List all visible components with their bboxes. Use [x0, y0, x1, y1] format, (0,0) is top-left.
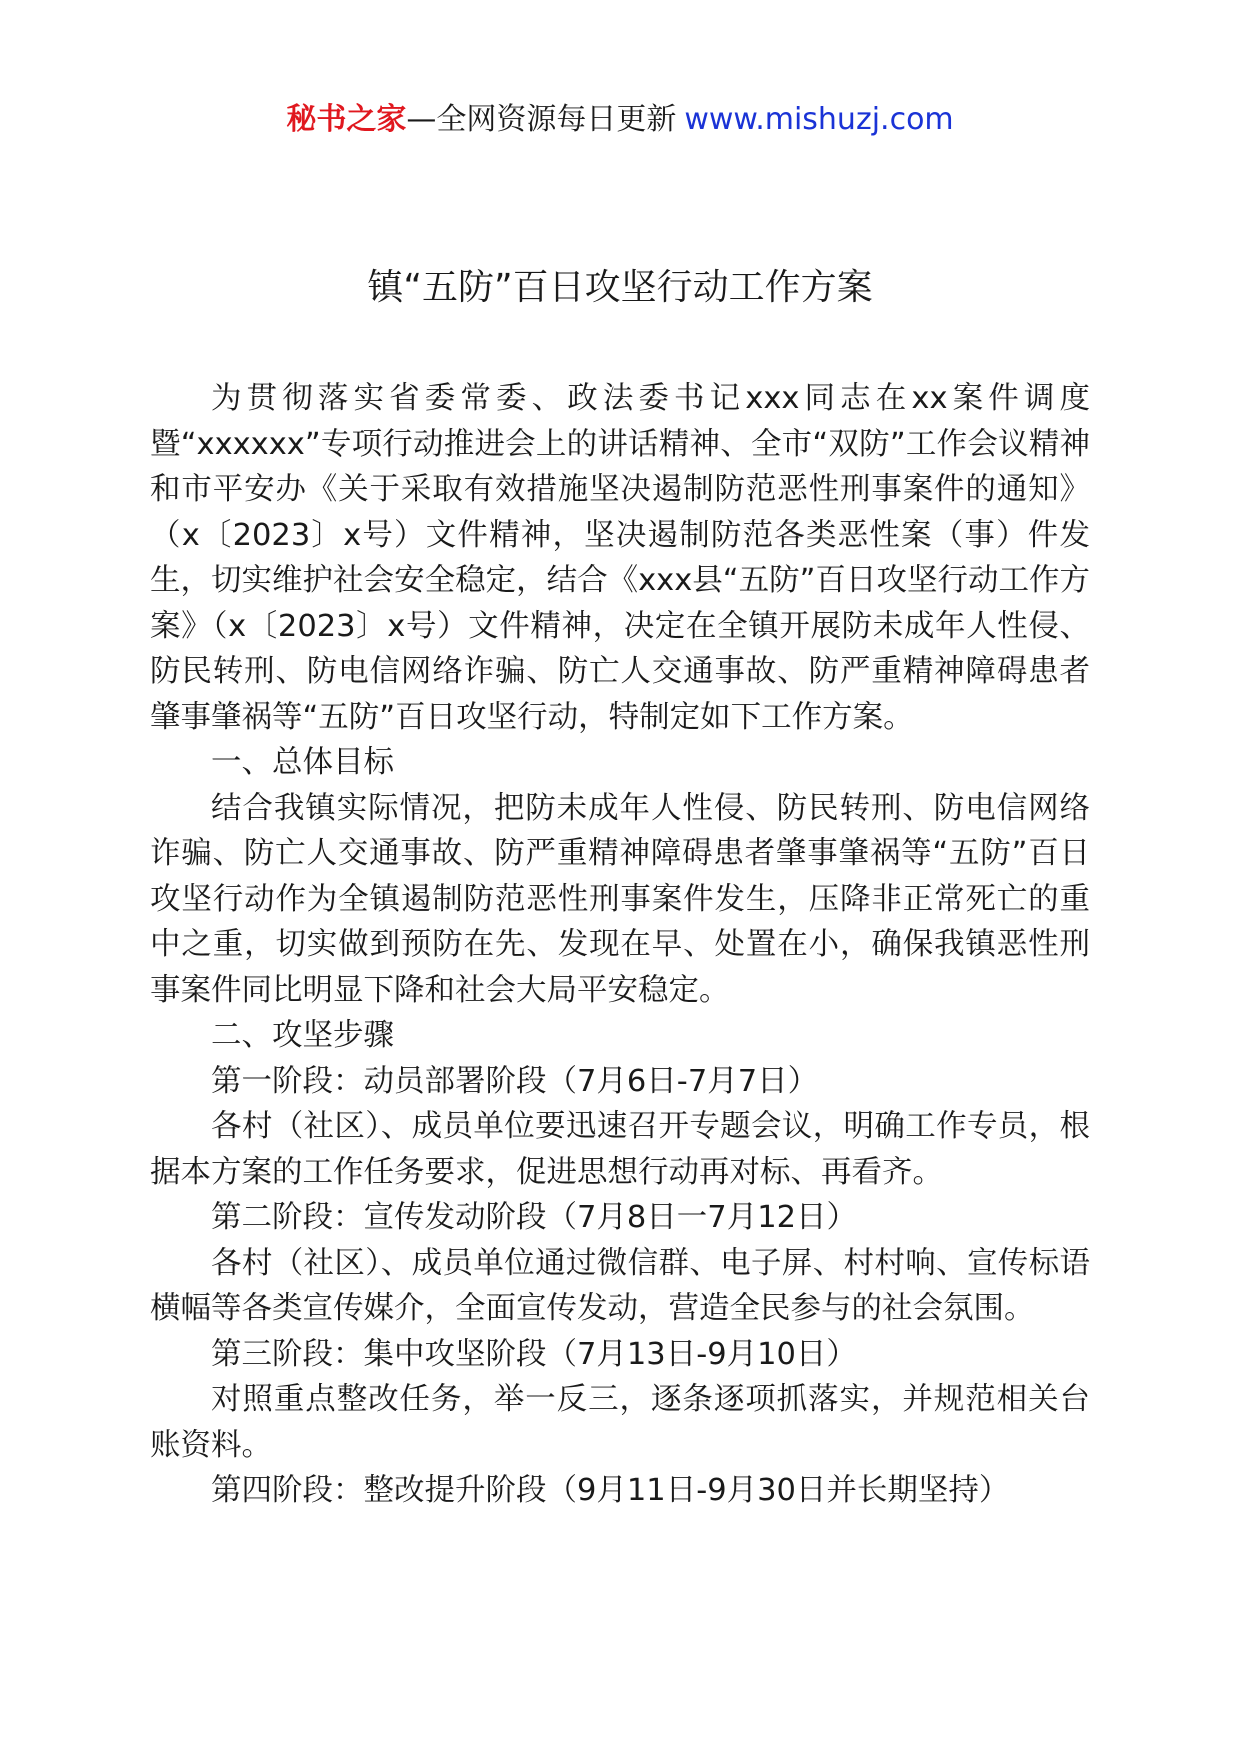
header-tagline: 全网资源每日更新: [436, 102, 677, 137]
section-heading: 二、攻坚步骤: [211, 1018, 394, 1053]
site-header: [0, 100, 1240, 140]
body-paragraph: 各村（社区）、成员单位通过微信群、电子屏、村村响、宣传标语横幅等各类宣传媒介，全面宣传发动，营造全民参与的社会氛围。: [150, 1245, 1090, 1326]
document-body: [150, 376, 1090, 1514]
intro-paragraph: 为贯彻落实省委常委、政法委书记xxx同志在xx案件调度暨“xxxxxx”专项行动推进会上的讲话精神、全市“双防”工作会议精神和市平安办《关于采取有效措施坚决遏制防范恶性刑事案件的通知》（x〔2023〕x号）文件精神，坚决遏制防范各类恶性案（事）件发生，切实维护社会安全稳定，结合《xxx县“五防”百日攻坚行动工作方案》（x〔2023〕x号）文件精神，决定在全镇开展防未成年人性侵、防民转刑、防电信网络诈骗、防亡人交通事故、防严重精神障碍患者肇事肇祸等“五防”百日攻坚行动，特制定如下工作方案。: [150, 381, 1090, 735]
stage-heading: 第四阶段：整改提升阶段（9月11日-9月30日并长期坚持）: [211, 1473, 1010, 1508]
site-url-link[interactable]: www.mishuzj.com: [684, 102, 954, 137]
brand-name: 秘书之家: [286, 102, 407, 137]
body-paragraph: 各村（社区）、成员单位要迅速召开专题会议，明确工作专员，根据本方案的工作任务要求，促进思想行动再对标、再看齐。: [150, 1109, 1090, 1190]
stage-heading: 第一阶段：动员部署阶段（7月6日-7月7日）: [211, 1063, 819, 1099]
body-paragraph: 对照重点整改任务，举一反三，逐条逐项抓落实，并规范相关台账资料。: [150, 1382, 1090, 1463]
body-paragraph: 结合我镇实际情况，把防未成年人性侵、防民转刑、防电信网络诈骗、防亡人交通事故、防严重精神障碍患者肇事肇祸等“五防”百日攻坚行动作为全镇遏制防范恶性刑事案件发生，压降非正常死亡的重中之重，切实做到预防在先、发现在早、处置在小，确保我镇恶性刑事案件同比明显下降和社会大局平安稳定。: [150, 790, 1090, 1008]
header-dash: —: [406, 102, 437, 137]
document-title: 镇“五防”百日攻坚行动工作方案: [367, 267, 873, 308]
stage-heading: 第三阶段：集中攻坚阶段（7月13日-9月10日）: [211, 1336, 857, 1372]
section-heading: 一、总体目标: [211, 745, 394, 780]
stage-heading: 第二阶段：宣传发动阶段（7月8日一7月12日）: [211, 1200, 858, 1235]
